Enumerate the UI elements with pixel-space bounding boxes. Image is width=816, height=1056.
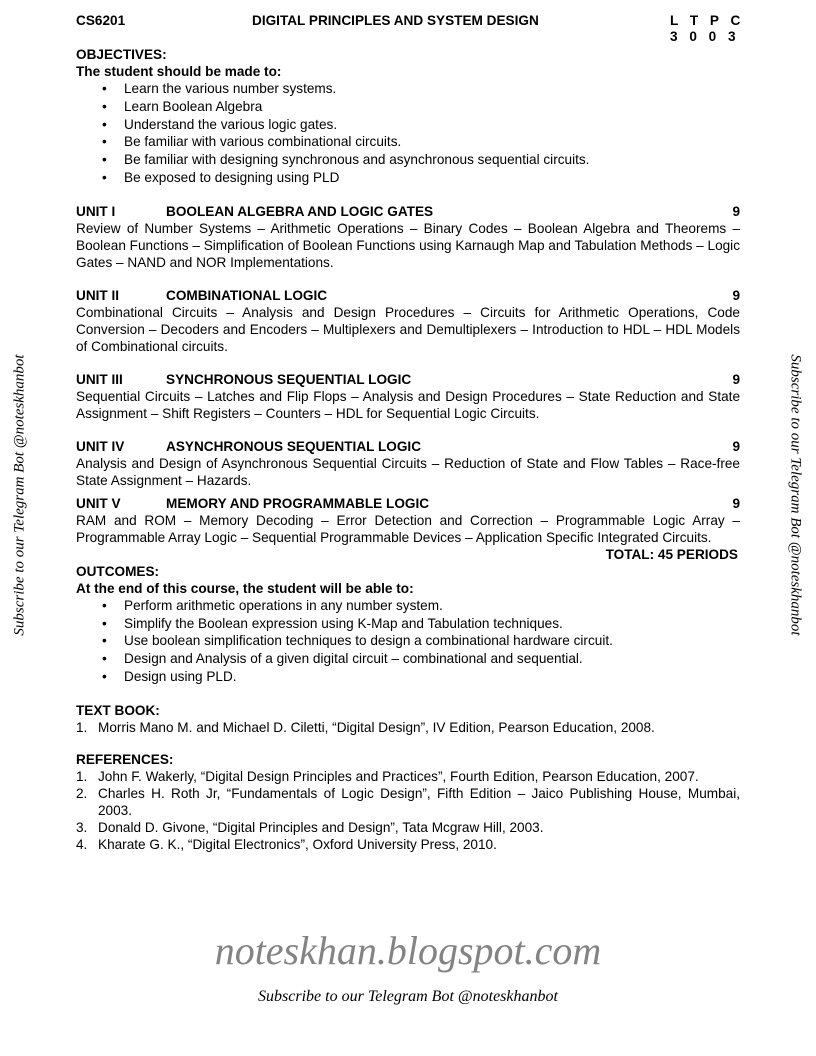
unit-title: COMBINATIONAL LOGIC — [166, 287, 328, 303]
list-item: • Be familiar with designing synchronous and asynchronous sequential circuits. — [76, 151, 740, 169]
unit-content: Combinational Circuits – Analysis and Design Procedures – Circuits for Arithmetic Operations, Code Conversion – Decoders and Encoders – Multiplexers and Demultiplexers – Introduction to HDL – HDL Models of Combinational circuits. — [76, 304, 740, 354]
unit-content: Review of Number Systems – Arithmetic Operations – Binary Codes – Boolean Algebra and Theorems – Boolean Functions – Simplification of Boolean Functions using Karnaugh Map and Tabulation Methods – Logic Gates – NAND and NOR Implementations. — [76, 220, 741, 270]
side-text-left: Subscribe to our Telegram Bot @noteskhanbot — [11, 354, 28, 636]
textbook-list — [76, 719, 740, 736]
unit-hours: 9 — [732, 371, 740, 387]
header-row — [76, 12, 740, 29]
list-item — [76, 836, 740, 853]
references-heading: REFERENCES: — [76, 751, 174, 767]
textbook-heading: TEXT BOOK: — [76, 702, 160, 718]
list-item — [76, 819, 740, 836]
outcomes-intro: At the end of this course, the student will be able to: — [76, 580, 414, 596]
syllabus-body — [76, 12, 740, 853]
references-list — [76, 768, 740, 853]
unit-heading — [76, 287, 740, 304]
unit-title: BOOLEAN ALGEBRA AND LOGIC GATES — [166, 203, 434, 219]
footer-text: Subscribe to our Telegram Bot @noteskhanbot — [258, 988, 558, 1005]
ltpc-labels: L T P C — [670, 13, 742, 28]
list-item — [76, 768, 740, 785]
list-item: • Learn the various number systems. — [76, 80, 740, 98]
list-item — [76, 785, 740, 819]
list-item — [76, 719, 740, 736]
unit-title: SYNCHRONOUS SEQUENTIAL LOGIC — [166, 371, 412, 387]
total-periods: TOTAL: 45 PERIODS — [605, 546, 738, 562]
item-text: Donald D. Givone, “Digital Principles and Design”, Tata Mcgraw Hill, 2003. — [98, 819, 544, 835]
list-item: • Design and Analysis of a given digital circuit – combinational and sequential. — [76, 650, 740, 668]
unit-hours: 9 — [732, 495, 740, 511]
unit-hours: 9 — [732, 203, 740, 219]
unit-label: UNIT II — [76, 287, 120, 303]
unit-content: Sequential Circuits – Latches and Flip Flops – Analysis and Design Procedures – State Reduction and State Assignment – Shift Registers – Counters – HDL for Sequential Logic Circuits. — [76, 388, 740, 421]
unit-content: RAM and ROM – Memory Decoding – Error Detection and Correction – Programmable Logic Array – Programmable Array Logic – Sequential Programmable Devices – Application Specific Integrated Circuits. — [76, 512, 740, 545]
objectives-intro: The student should be made to: — [76, 64, 282, 79]
unit-content: Analysis and Design of Asynchronous Sequential Circuits – Reduction of State and Flow Tables – Race-free State Assignment – Hazards. — [76, 455, 740, 488]
unit-title: ASYNCHRONOUS SEQUENTIAL LOGIC — [166, 438, 422, 454]
list-item: • Learn Boolean Algebra — [76, 98, 740, 116]
list-item: • Design using PLD. — [76, 668, 740, 686]
item-number: 1. — [76, 768, 88, 784]
item-text: John F. Wakerly, “Digital Design Principles and Practices”, Fourth Edition, Pearson Education, 2007. — [98, 768, 699, 784]
outcomes-list — [76, 597, 740, 686]
unit-label: UNIT IV — [76, 438, 125, 454]
side-text-right: Subscribe to our Telegram Bot @noteskhanbot — [787, 354, 804, 636]
list-item: • Be familiar with various combinational circuits. — [76, 133, 740, 151]
item-number: 1. — [76, 719, 88, 735]
list-item: • Perform arithmetic operations in any number system. — [76, 597, 740, 615]
watermark: noteskhan.blogspot.com — [214, 928, 602, 973]
item-text: Morris Mano M. and Michael D. Ciletti, “Digital Design”, IV Edition, Pearson Education, 2008. — [98, 719, 655, 735]
list-item: • Be exposed to designing using PLD — [76, 169, 740, 187]
course-title: DIGITAL PRINCIPLES AND SYSTEM DESIGN — [252, 13, 539, 28]
course-code: CS6201 — [76, 13, 126, 28]
objectives-heading: OBJECTIVES: — [76, 47, 167, 62]
list-item: • Use boolean simplification techniques to design a combinational hardware circuit. — [76, 632, 740, 650]
item-text: Kharate G. K., “Digital Electronics”, Oxford University Press, 2010. — [98, 836, 497, 852]
unit-title: MEMORY AND PROGRAMMABLE LOGIC — [166, 495, 430, 511]
unit-label: UNIT III — [76, 371, 123, 387]
unit-hours: 9 — [732, 438, 740, 454]
unit-label: UNIT I — [76, 203, 116, 219]
list-item: • Understand the various logic gates. — [76, 116, 740, 134]
item-number: 2. — [76, 785, 88, 801]
unit-heading — [76, 371, 740, 388]
list-item: • Simplify the Boolean expression using K-Map and Tabulation techniques. — [76, 615, 740, 633]
item-number: 4. — [76, 836, 88, 852]
ltpc-row — [76, 28, 740, 45]
ltpc-values: 3 0 0 3 — [670, 29, 737, 44]
unit-heading — [76, 495, 740, 512]
outcomes-heading: OUTCOMES: — [76, 563, 160, 579]
unit-heading — [76, 203, 740, 220]
unit-hours: 9 — [732, 287, 740, 303]
item-text: Charles H. Roth Jr, “Fundamentals of Logic Design”, Fifth Edition – Jaico Publishing House, Mumbai, 2003. — [98, 785, 740, 818]
objectives-list — [76, 80, 740, 187]
unit-label: UNIT V — [76, 495, 121, 511]
unit-heading — [76, 438, 740, 455]
item-number: 3. — [76, 819, 88, 835]
